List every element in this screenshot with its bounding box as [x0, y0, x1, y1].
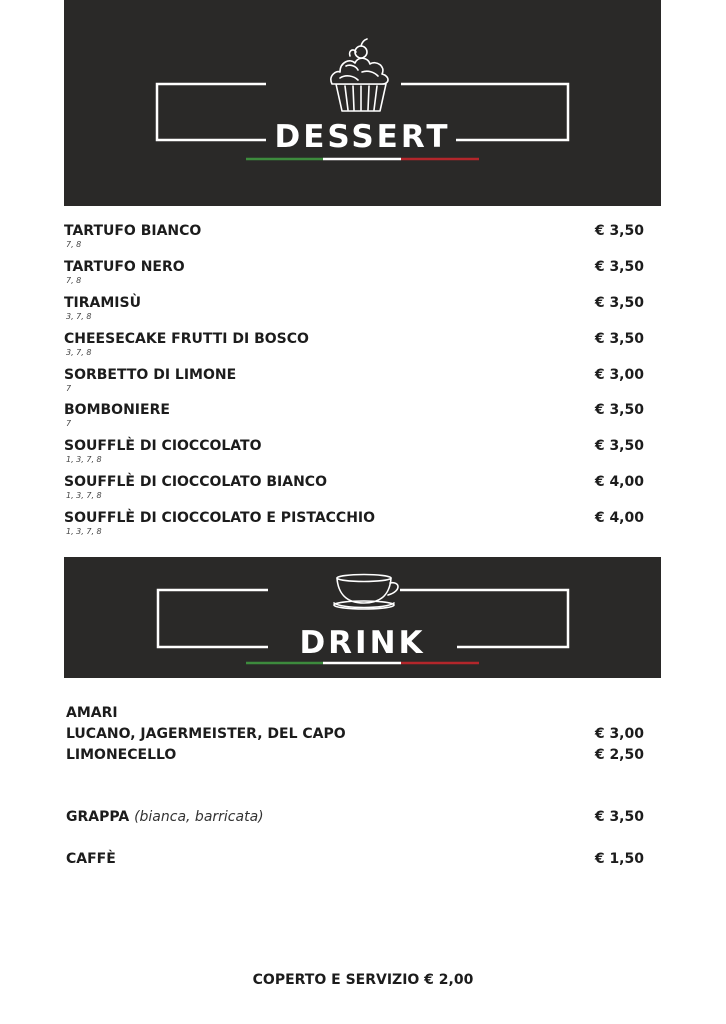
menu-item-tartufo-bianco [64, 223, 644, 257]
menu-item-souffle-cioccolato [64, 438, 644, 472]
menu-item-cheesecake [64, 331, 644, 365]
dessert-banner-frame [64, 0, 661, 206]
item-price: € 3,50 [594, 331, 644, 347]
menu-item-tartufo-nero [64, 259, 644, 293]
menu-item-souffle-pistacchio [64, 510, 644, 544]
item-name: LIMONECELLO [66, 747, 177, 763]
item-allergens: 7, 8 [66, 240, 82, 249]
item-price: € 3,50 [594, 402, 644, 418]
item-name: TARTUFO NERO [64, 259, 185, 275]
item-name: LUCANO, JAGERMEISTER, DEL CAPO [66, 726, 346, 742]
item-price: € 3,00 [594, 367, 644, 383]
menu-item-sorbetto [64, 367, 644, 401]
cupcake-icon [331, 39, 388, 111]
item-price: € 3,50 [594, 295, 644, 311]
menu-item-lucano [66, 726, 644, 746]
item-name: TIRAMISÙ [64, 295, 141, 311]
item-allergens: 3, 7, 8 [66, 312, 92, 321]
item-allergens: 1, 3, 7, 8 [66, 527, 102, 536]
item-allergens: 7 [66, 419, 72, 428]
item-name [66, 809, 264, 825]
item-price: € 3,50 [594, 259, 644, 275]
item-allergens: 1, 3, 7, 8 [66, 455, 102, 464]
menu-item-bomboniere [64, 402, 644, 436]
item-name: SORBETTO DI LIMONE [64, 367, 237, 383]
item-price: € 3,50 [594, 223, 644, 239]
grappa-note: (bianca, barricata) [134, 809, 264, 825]
item-name: BOMBONIERE [64, 402, 170, 418]
dessert-title: DESSERT [274, 119, 451, 155]
item-price: € 4,00 [594, 474, 644, 490]
item-allergens: 3, 7, 8 [66, 348, 92, 357]
grappa-name: GRAPPA [66, 809, 130, 825]
drink-title: DRINK [299, 625, 426, 661]
item-name: CAFFÈ [66, 851, 116, 867]
item-price: € 3,50 [594, 438, 644, 454]
item-name: CHEESECAKE FRUTTI DI BOSCO [64, 331, 309, 347]
menu-item-limonecello [66, 747, 644, 767]
drink-banner [64, 557, 661, 678]
menu-item-grappa [66, 809, 644, 829]
item-name: SOUFFLÈ DI CIOCCOLATO [64, 438, 262, 454]
menu-item-souffle-bianco [64, 474, 644, 508]
item-price: € 4,00 [594, 510, 644, 526]
item-name: SOUFFLÈ DI CIOCCOLATO BIANCO [64, 474, 327, 490]
amari-heading: AMARI [66, 705, 118, 721]
item-name: TARTUFO BIANCO [64, 223, 202, 239]
item-price: € 3,50 [594, 809, 644, 825]
item-allergens: 7 [66, 384, 72, 393]
item-price: € 1,50 [594, 851, 644, 867]
menu-item-caffe [66, 851, 644, 871]
item-price: € 2,50 [594, 747, 644, 763]
menu-item-tiramisu [64, 295, 644, 329]
item-price: € 3,00 [594, 726, 644, 742]
item-allergens: 1, 3, 7, 8 [66, 491, 102, 500]
dessert-banner [64, 0, 661, 206]
cover-charge-note: COPERTO E SERVIZIO € 2,00 [252, 972, 474, 988]
amari-heading-row [66, 705, 644, 725]
coffee-cup-icon [334, 575, 398, 610]
item-allergens: 7, 8 [66, 276, 82, 285]
item-name: SOUFFLÈ DI CIOCCOLATO E PISTACCHIO [64, 510, 376, 526]
